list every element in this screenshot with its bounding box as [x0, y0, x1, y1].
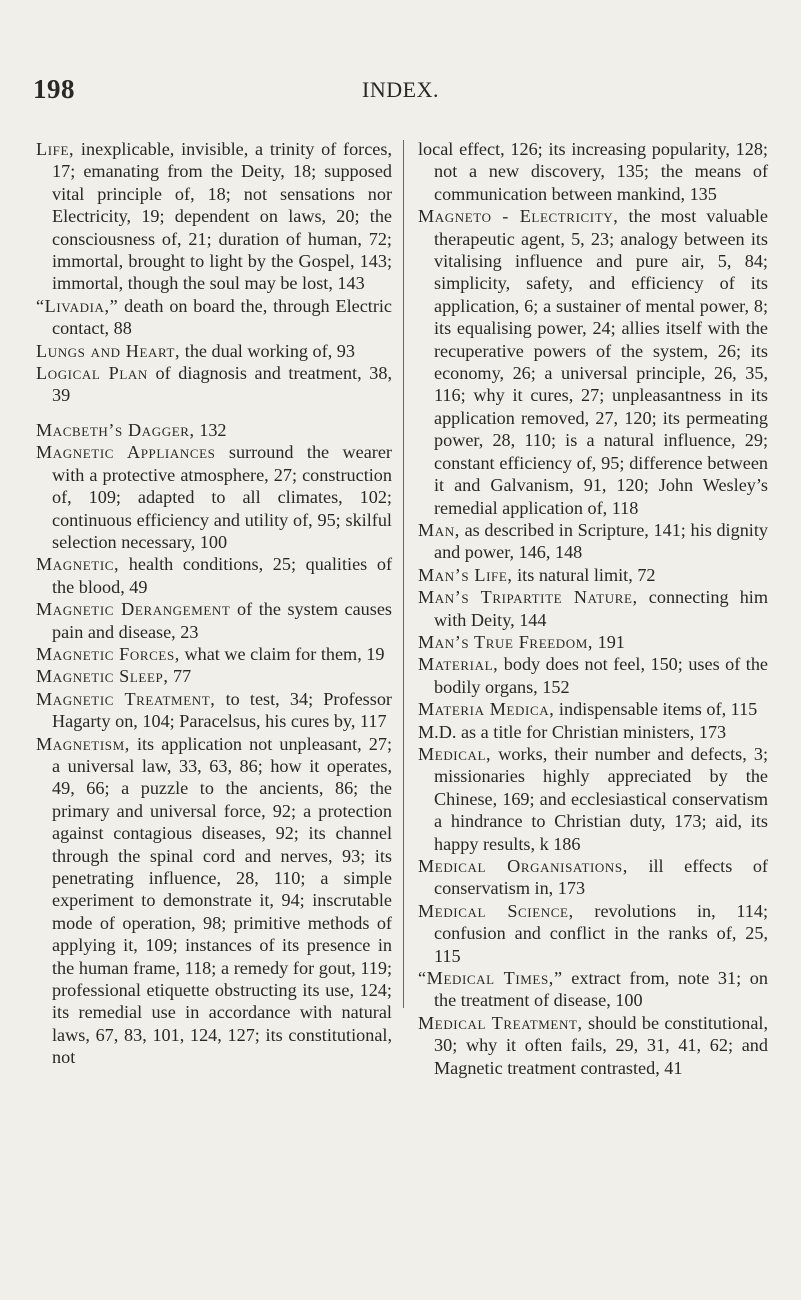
- index-headword: Magnetic Sleep,: [36, 666, 169, 687]
- index-entry: [36, 553, 392, 598]
- index-headword: Materia Medica,: [418, 699, 555, 720]
- index-headword: Medical Science,: [418, 900, 574, 921]
- index-headword: Material,: [418, 654, 499, 675]
- index-entry: [418, 1012, 768, 1079]
- index-entry: [36, 441, 392, 553]
- index-column-right: [418, 138, 768, 1079]
- index-entry-text: inexplicable, invisible, a trinity of forces, 17; emanating from the Deity, 18; supposed vital principle of, 18; not sensations nor Electricity, 19; dependent on laws, 20; the consciousness of, 21; duration of human, 72; immortal, brought to light by the Gospel, 143; immortal, though the soul may be lost, 143: [52, 139, 392, 294]
- index-entry-text: connecting him with Deity, 144: [434, 587, 769, 630]
- index-headword: “Livadia,”: [36, 295, 119, 316]
- index-entry-text: the dual working of, 93: [180, 340, 355, 361]
- index-entry: [418, 967, 768, 1012]
- index-entry: [418, 519, 768, 564]
- index-entry: [418, 205, 768, 519]
- index-headword: Medical Treatment,: [418, 1012, 583, 1033]
- index-entry-text: ill effects of conservatism in, 173: [434, 856, 768, 899]
- index-column-left: [36, 138, 392, 1069]
- index-entry: [36, 419, 392, 441]
- index-entry-text: should be constitutional, 30; why it often fails, 29, 31, 41, 62; and Magnetic treatment contrasted, 41: [434, 1012, 768, 1078]
- index-headword: Man’s Tripartite Nature,: [418, 587, 638, 608]
- index-entry-text: works, their number and defects, 3; missionaries highly appreciated by the Chinese, 169; and ecclesiastical conservatism a hindrance to Christian duty, 173; aid, its happy results, k 186: [434, 743, 768, 854]
- index-entry: [418, 900, 768, 967]
- index-headword: Magnetic Derangement: [36, 599, 231, 620]
- running-head: INDEX.: [362, 77, 439, 102]
- index-headword: Lungs and Heart,: [36, 340, 181, 361]
- index-entry-text: its application not unpleasant, 27; a universal law, 33, 63, 86; how it operates, 49, 66; a puzzle to the ancients, 86; the primary and universal force, 92; a protection against contagious diseases, 92; its channel through the spinal cord and nerves, 93; its penetrating influence, 28, 110; a simple experiment to demonstrate it, 94; inscrutable mode of operation, 98; primitive methods of applying it, 109; instances of its presence in the human frame, 118; a remedy for gout, 119; professional etiquette obstructing its use, 124; its remedial use in accordance with natural laws, 67, 83, 101, 124, 127; its constitutional, not: [52, 733, 392, 1068]
- index-entry: [418, 631, 768, 653]
- index-entry: [36, 295, 392, 340]
- index-entry-text: the most valuable therapeutic agent, 5, 23; analogy between its vitalising influence and pure air, 5, 84; simplicity, safety, and efficiency of its application, 6; a sustainer of mental power, 8; its equalising power, 24; allies itself with the recuperative powers of the system, 26; its economy, 26; a universal principle, 26, 35, 116; why it cures, 27; unpleasantness in its application removed, 27, 120; its permeating power, 28, 110; is a natural influence, 29; constant efficiency of, 95; difference between it and Galvanism, 91, 120; John Wesley’s remedial application of, 118: [434, 206, 768, 518]
- index-entry: [418, 586, 768, 631]
- index-entry: [418, 855, 768, 900]
- index-entry: [36, 688, 392, 733]
- index-entry-text: of the system causes pain and disease, 23: [52, 599, 392, 642]
- index-headword: Macbeth’s Dagger,: [36, 419, 195, 440]
- index-entry: [418, 564, 768, 586]
- index-entry-text: 191: [593, 631, 625, 652]
- index-entry-text: 77: [168, 666, 192, 687]
- column-divider: [403, 140, 404, 1008]
- index-entry-text: revolutions in, 114; confusion and conflict in the ranks of, 25, 115: [434, 900, 768, 966]
- index-headword: Logical Plan: [36, 363, 148, 384]
- index-entry: [418, 138, 768, 205]
- index-entry-text: to test, 34; Professor Hagarty on, 104; Paracelsus, his cures by, 117: [52, 688, 392, 732]
- index-headword: Man’s True Freedom,: [418, 631, 594, 652]
- index-entry-text: local effect, 126; its increasing popularity, 128; not a new discovery, 135; the means of communication between mankind, 135: [418, 139, 768, 204]
- index-headword: Magnetic Treatment,: [36, 688, 216, 709]
- page-number: 198: [33, 74, 75, 104]
- index-entry-text: 132: [194, 419, 227, 440]
- index-entry: [36, 733, 392, 1069]
- index-entry: [36, 362, 392, 407]
- index-headword: Magnetism,: [36, 733, 130, 754]
- index-headword: Medical,: [418, 743, 492, 764]
- index-headword: “Medical Times,”: [418, 968, 563, 989]
- index-headword: Man,: [418, 519, 460, 540]
- index-entry-text: its natural limit, 72: [512, 564, 656, 585]
- index-entry-text: as described in Scripture, 141; his dignity and power, 146, 148: [434, 519, 768, 563]
- index-headword: Medical Organisations,: [418, 856, 628, 876]
- index-headword: Man’s Life,: [418, 564, 513, 585]
- index-entry-text: of diagnosis and treatment, 38, 39: [52, 363, 392, 406]
- index-entry-text: surround the wearer with a protective atmosphere, 27; construction of, 109; adapted to all climates, 102; continuous efficiency and utility of, 95; skilful selection necessary, 100: [52, 442, 392, 552]
- index-entry: [36, 643, 392, 665]
- index-headword: Life,: [36, 139, 75, 159]
- index-entry-text: body does not feel, 150; uses of the bodily organs, 152: [434, 654, 768, 697]
- index-entry: [418, 721, 768, 743]
- page-header: [0, 74, 801, 114]
- index-entry-text: health conditions, 25; qualities of the blood, 49: [52, 554, 392, 597]
- index-entry: [418, 698, 768, 720]
- index-entry: [418, 743, 768, 855]
- index-entry: [36, 665, 392, 687]
- index-entry-text: M.D. as a title for Christian ministers, 173: [418, 721, 727, 742]
- index-entry: [36, 138, 392, 295]
- index-headword: Magnetic Appliances: [36, 442, 216, 463]
- index-entry-text: what we claim for them, 19: [179, 643, 385, 664]
- index-headword: Magneto - Electricity,: [418, 206, 619, 227]
- index-entry: [418, 653, 768, 698]
- index-entry-text: indispensable items of, 115: [554, 699, 758, 720]
- index-headword: Magnetic,: [36, 554, 120, 575]
- index-entry: [36, 340, 392, 362]
- index-headword: Magnetic Forces,: [36, 643, 180, 664]
- index-entry-text: extract from, note 31; on the treatment of disease, 100: [434, 968, 768, 1011]
- index-entry-text: death on board the, through Electric contact, 88: [52, 295, 392, 339]
- index-entry: [36, 598, 392, 643]
